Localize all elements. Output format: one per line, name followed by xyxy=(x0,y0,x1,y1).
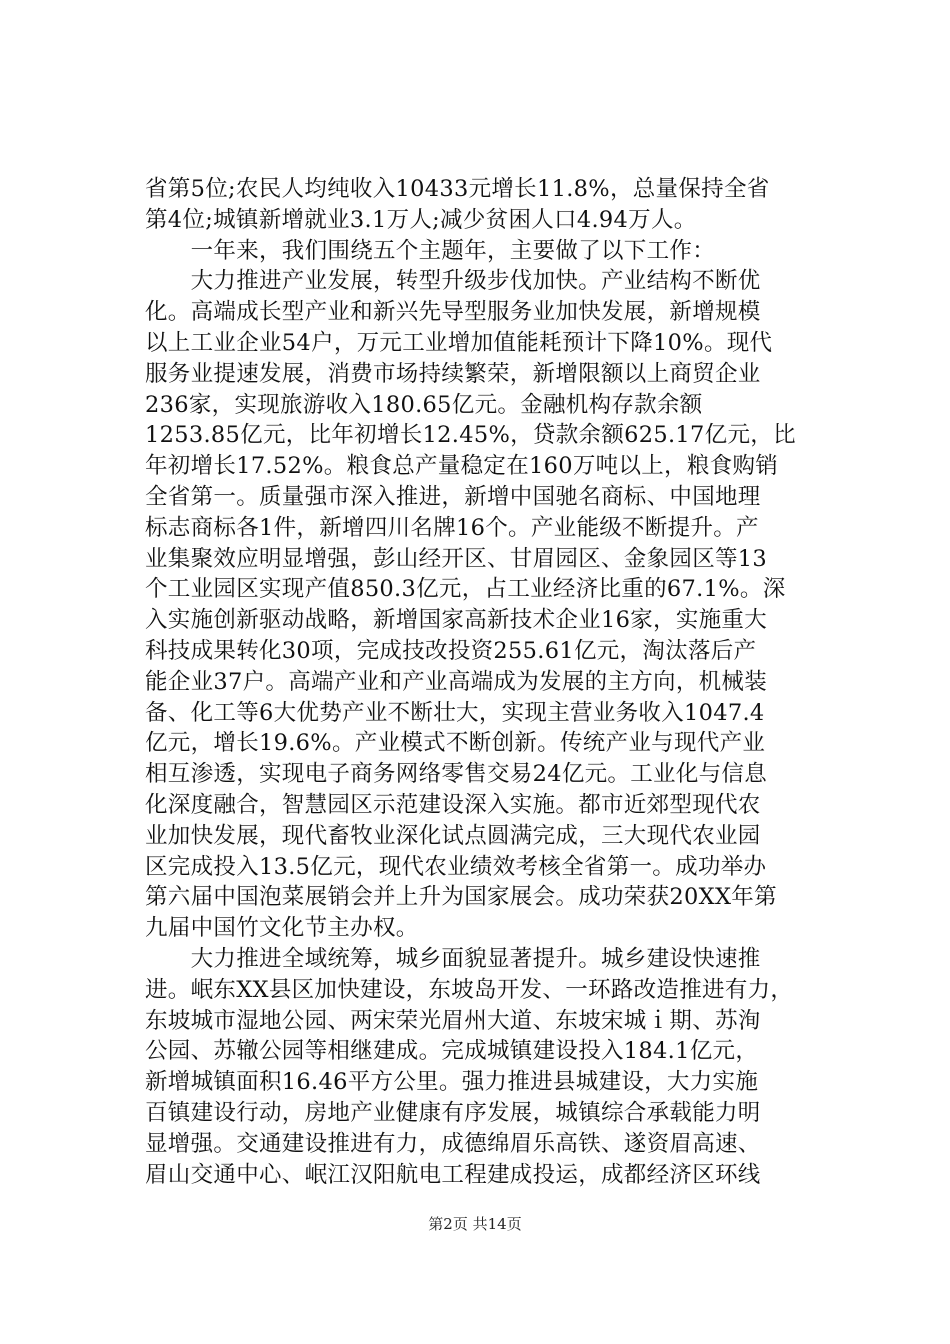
text-line: 区完成投入13.5亿元，现代农业绩效考核全省第一。成功举办 xyxy=(145,853,767,880)
text-line: 年初增长17.52%。粮食总产量稳定在160万吨以上，粮食购销 xyxy=(145,453,779,480)
text-line: 入实施创新驱动战略，新增国家高新技术企业16家，实施重大 xyxy=(145,607,768,634)
text-line: 第六届中国泡菜展销会并上升为国家展会。成功荣获20XX年第 xyxy=(145,884,777,911)
text-line: 化。高端成长型产业和新兴先导型服务业加快发展，新增规模 xyxy=(145,299,761,326)
text-line: 相互渗透，实现电子商务网络零售交易24亿元。工业化与信息 xyxy=(145,761,768,788)
text-line: 新增城镇面积16.46平方公里。强力推进县城建设，大力实施 xyxy=(145,1069,759,1096)
text-line: 省第5位;农民人均纯收入10433元增长11.8%，总量保持全省 xyxy=(145,176,770,202)
text-line: 服务业提速发展，消费市场持续繁荣，新增限额以上商贸企业 xyxy=(145,360,761,387)
text-line: 显增强。交通建设推进有力，成德绵眉乐高铁、遂资眉高速、 xyxy=(145,1130,761,1157)
text-line: 大力推进全域统筹，城乡面貌显著提升。城乡建设快速推 xyxy=(145,945,761,972)
text-line: 公园、苏辙公园等相继建成。完成城镇建设投入184.1亿元， xyxy=(145,1038,759,1065)
text-line: 1253.85亿元，比年初增长12.45%，贷款余额625.17亿元，比 xyxy=(145,422,796,449)
text-line: 九届中国竹文化节主办权。 xyxy=(145,915,419,942)
text-line: 以上工业企业54户，万元工业增加值能耗预计下降10%。现代 xyxy=(145,329,773,356)
text-line: 能企业37户。高端产业和产业高端成为发展的主方向，机械装 xyxy=(145,668,768,695)
text-line: 业加快发展，现代畜牧业深化试点圆满完成，三大现代农业园 xyxy=(145,822,761,849)
text-line: 大力推进产业发展，转型升级步伐加快。产业结构不断优 xyxy=(145,268,761,295)
text-line: 眉山交通中心、岷江汉阳航电工程建成投运，成都经济区环线 xyxy=(145,1161,761,1188)
text-line: 标志商标各1件，新增四川名牌16个。产业能级不断提升。产 xyxy=(145,514,759,541)
text-line: 备、化工等6大优势产业不断壮大，实现主营业务收入1047.4 xyxy=(145,699,765,726)
text-line: 业集聚效应明显增强，彭山经开区、甘眉园区、金象园区等13 xyxy=(145,545,768,572)
page-number-footer: 第2页 共14页 xyxy=(428,1215,522,1233)
text-line: 亿元，增长19.6%。产业模式不断创新。传统产业与现代产业 xyxy=(145,730,766,757)
text-line: 个工业园区实现产值850.3亿元，占工业经济比重的67.1%。深 xyxy=(145,576,786,603)
text-line: 科技成果转化30项，完成技改投资255.61亿元，淘汰落后产 xyxy=(145,637,757,664)
text-line: 百镇建设行动，房地产业健康有序发展，城镇综合承载能力明 xyxy=(145,1099,761,1126)
text-line: 第4位;城镇新增就业3.1万人;减少贫困人口4.94万人。 xyxy=(145,206,697,233)
text-line: 全省第一。质量强市深入推进，新增中国驰名商标、中国地理 xyxy=(145,483,761,510)
body-text xyxy=(145,174,835,1190)
text-line: 进。岷东XX县区加快建设，东坡岛开发、一环路改造推进有力， xyxy=(145,976,794,1003)
text-line: 东坡城市湿地公园、两宋荣光眉州大道、东坡宋城ｉ期、苏洵 xyxy=(145,1007,761,1034)
text-line: 一年来，我们围绕五个主题年，主要做了以下工作： xyxy=(145,237,716,264)
text-line: 236家，实现旅游收入180.65亿元。金融机构存款余额 xyxy=(145,391,703,418)
text-line: 化深度融合，智慧园区示范建设深入实施。都市近郊型现代农 xyxy=(145,791,761,818)
